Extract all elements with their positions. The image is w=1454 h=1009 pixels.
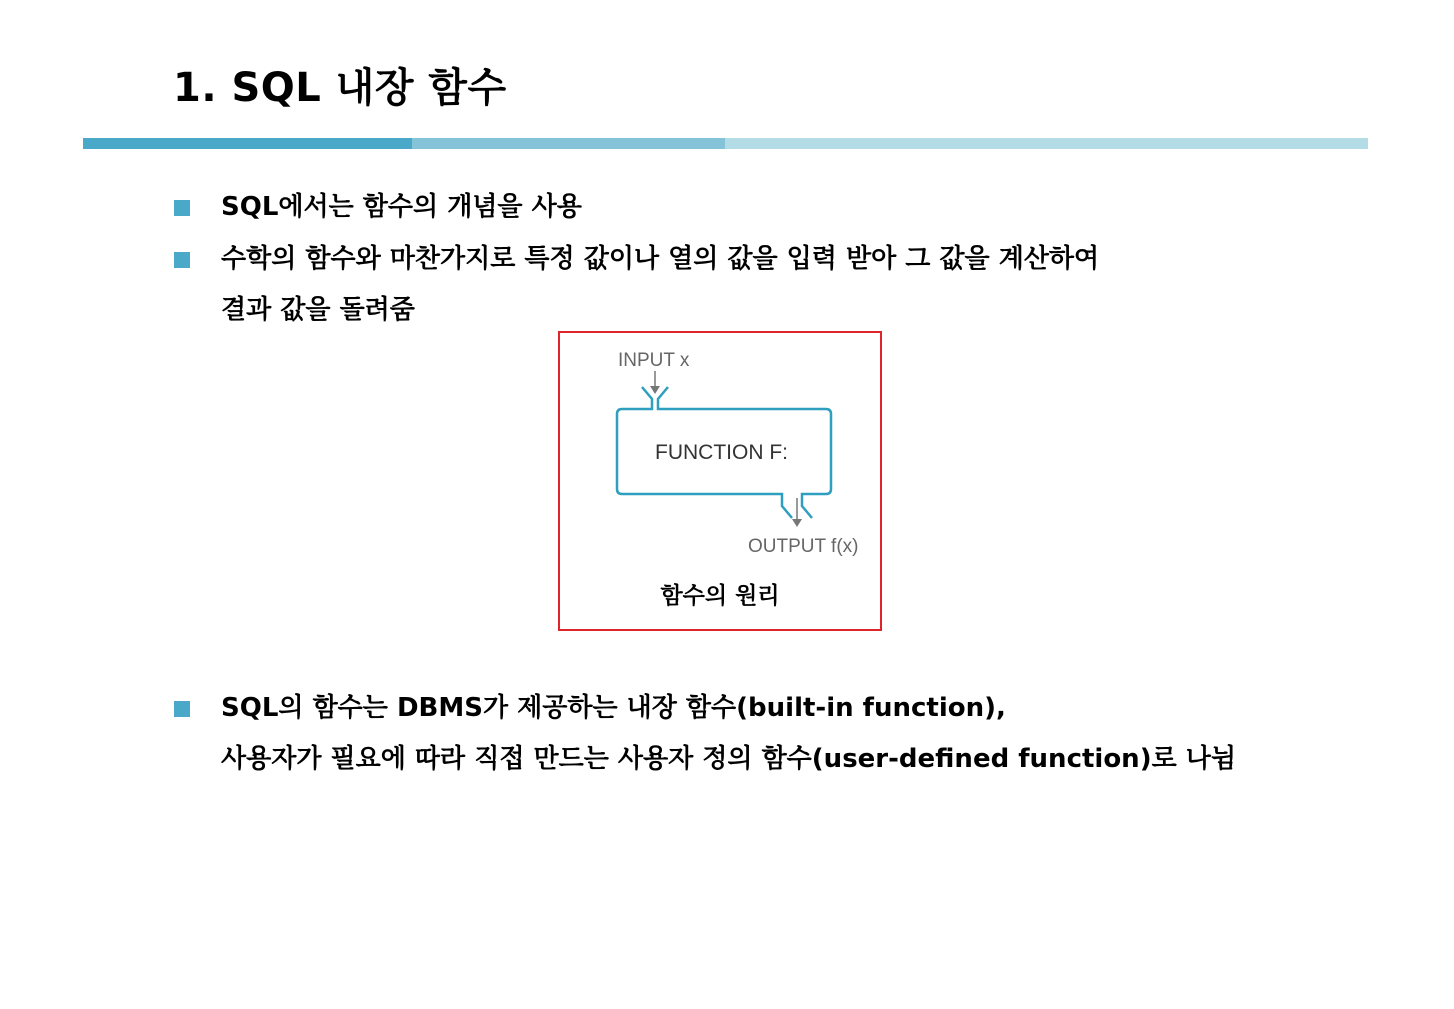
bullet-text-3: SQL의 함수는 DBMS가 제공하는 내장 함수(built-in function),	[221, 693, 1006, 723]
bullet-square-icon	[174, 252, 190, 268]
title-rule-dark	[83, 138, 412, 149]
function-label: FUNCTION F:	[655, 441, 788, 464]
input-label: INPUT x	[618, 350, 690, 371]
input-arrow-icon	[650, 386, 660, 394]
bullet-square-icon	[174, 200, 190, 216]
slide-title: 1. SQL 내장 함수	[173, 65, 507, 111]
bullet-square-icon	[174, 701, 190, 717]
bullet-text-3-continued: 사용자가 필요에 따라 직접 만드는 사용자 정의 함수(user-defined function)로 나뉨	[221, 744, 1236, 774]
title-rule-mid	[412, 138, 725, 149]
bullet-text-2: 수학의 함수와 마찬가지로 특정 값이나 열의 값을 입력 받아 그 값을 계산하여	[221, 244, 1100, 274]
title-rule-light	[725, 138, 1368, 149]
bullet-text-2-continued: 결과 값을 돌려줌	[221, 295, 415, 325]
function-diagram-frame	[558, 331, 882, 631]
output-arrow-icon	[792, 519, 802, 527]
figure-caption: 함수의 원리	[660, 583, 780, 609]
output-label: OUTPUT f(x)	[748, 536, 859, 557]
bullet-text-1: SQL에서는 함수의 개념을 사용	[221, 192, 582, 222]
